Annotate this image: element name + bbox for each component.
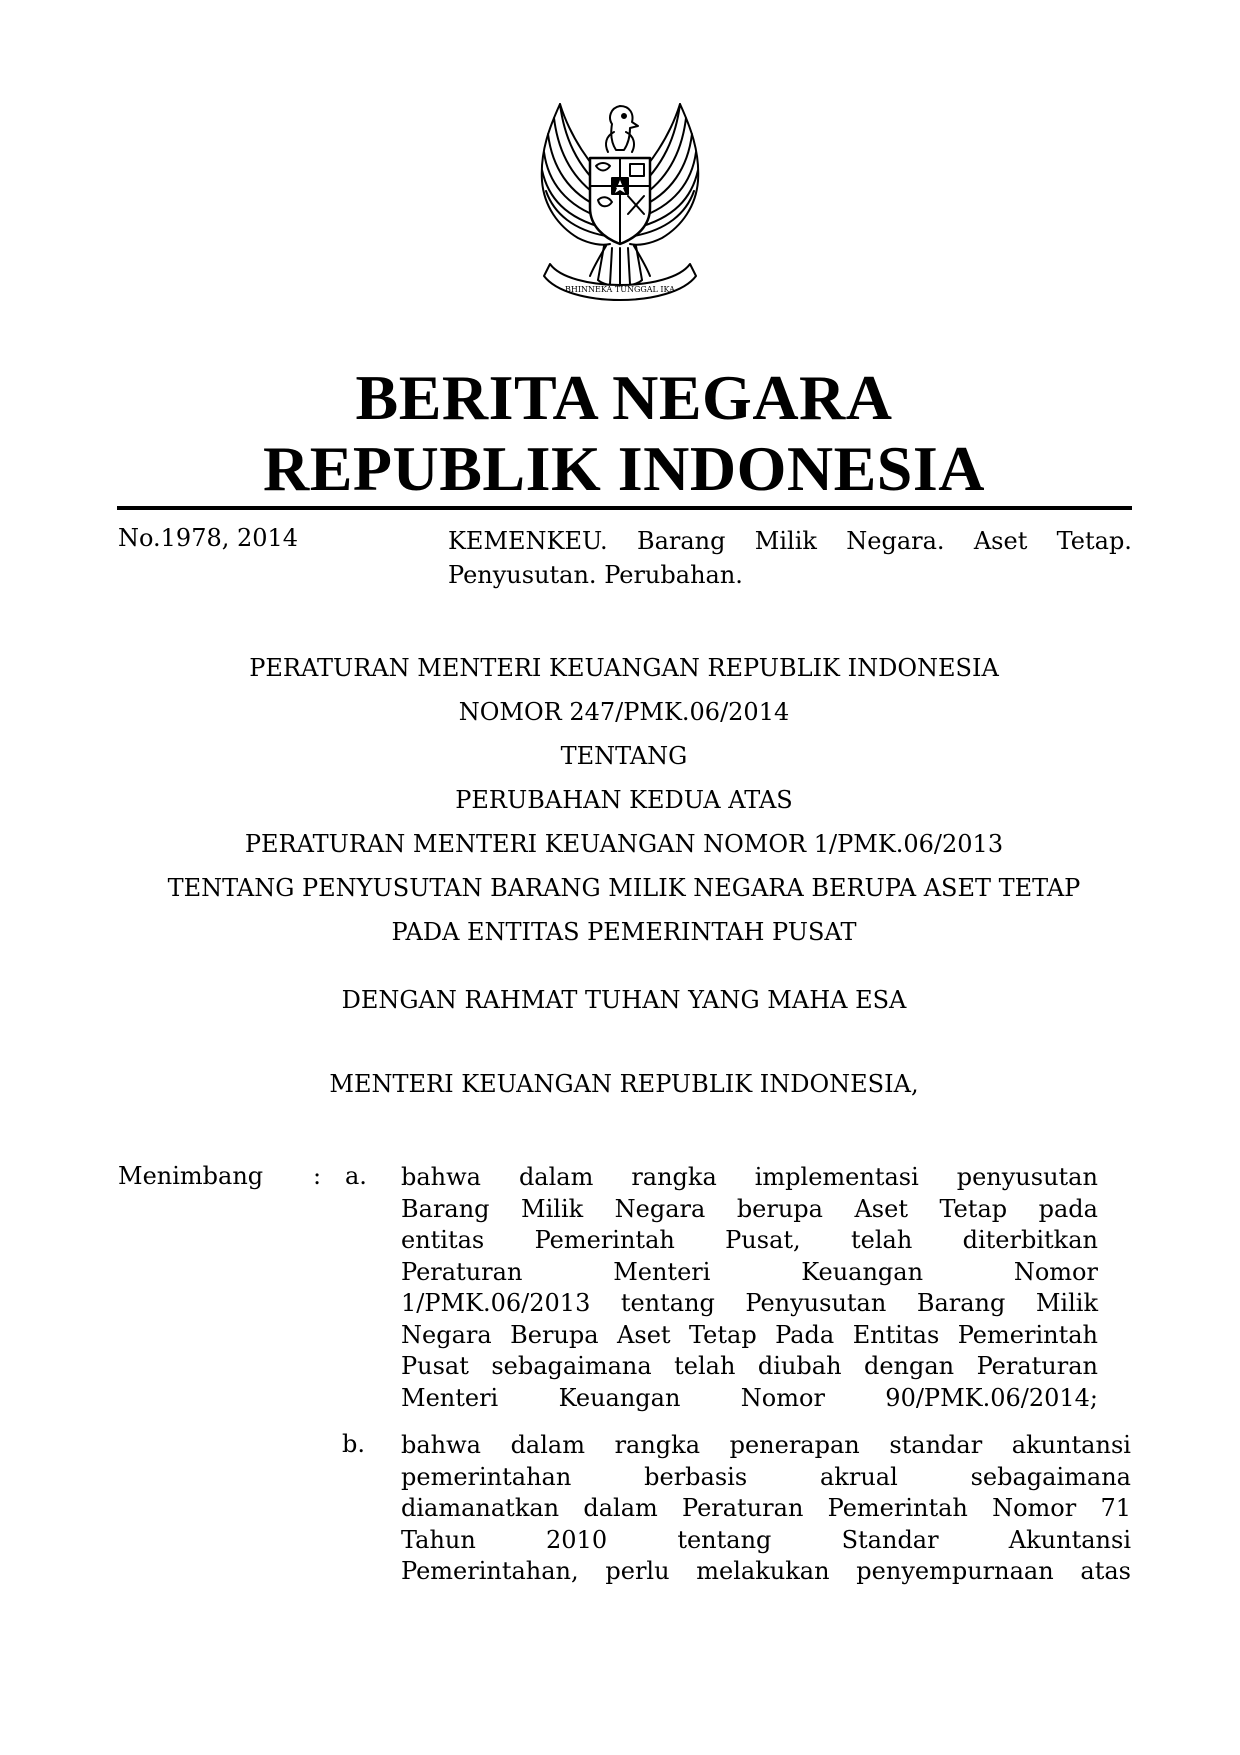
word: akuntansi [1011,1431,1131,1459]
word: telah [851,1226,913,1254]
word: Penyusutan [745,1289,887,1317]
paragraph-line [401,1556,1131,1588]
word: akrual [820,1462,898,1491]
paragraph-line [401,1383,1098,1415]
paragraph-line [401,1320,1098,1352]
masthead-title-line1: BERITA NEGARA [355,362,893,433]
word: Aset [617,1320,671,1349]
masthead-divider [117,506,1132,510]
word: Pemerintah [534,1226,675,1254]
word: bahwa [401,1163,481,1191]
title-line: TENTANG [560,742,688,770]
word: 71 [1100,1494,1131,1522]
paragraph-line [401,1225,1098,1257]
word: Negara. [846,527,945,555]
word: penerapan [729,1431,860,1459]
word: berbasis [644,1462,748,1491]
word: perlu [605,1557,670,1585]
menimbang-label: Menimbang [118,1162,264,1190]
word: Keuangan [558,1383,681,1412]
invocation: DENGAN RAHMAT TUHAN YANG MAHA ESA [341,986,907,1014]
word: Berupa [510,1320,599,1349]
title-line: TENTANG PENYUSUTAN BARANG MILIK NEGARA BERUPA ASET TETAP [167,874,1081,902]
word: Nomor [1013,1257,1098,1286]
word: Tahun [401,1525,476,1554]
word: Aset [973,527,1028,555]
title-line: PADA ENTITAS PEMERINTAH PUSAT [391,918,857,946]
word: Nomor [992,1494,1077,1522]
word: tentang [620,1289,715,1317]
title-line: PERATURAN MENTERI KEUANGAN REPUBLIK INDONESIA [249,654,999,682]
word: Peraturan [976,1352,1098,1380]
word: Peraturan [682,1494,804,1522]
paragraph-line [401,1288,1098,1320]
word: Milik [1035,1289,1098,1317]
word: Pusat, [725,1226,801,1254]
word: penyempurnaan [856,1557,1054,1585]
paragraph-line [401,1194,1098,1226]
word: Barang [636,527,726,555]
consideration-b [401,1430,1131,1588]
word: Tetap [689,1320,757,1349]
word: Barang [401,1194,490,1223]
word: dalam [518,1163,594,1191]
word: Milik [521,1194,584,1223]
word: sebagaimana [970,1462,1131,1491]
word: Pada [775,1320,835,1349]
word: Negara [614,1194,706,1223]
word: pemerintahan [401,1462,572,1491]
word: 2010 [546,1525,608,1554]
word: Menteri [613,1257,711,1286]
title-line: PERUBAHAN KEDUA ATAS [455,786,793,814]
minister-heading: MENTERI KEUANGAN REPUBLIK INDONESIA, [329,1070,919,1098]
paragraph-line [401,1162,1098,1194]
word: standar [889,1431,983,1459]
word: Tetap [939,1194,1008,1223]
svg-text:BHINNEKA TUNGGAL IKA: BHINNEKA TUNGGAL IKA [565,285,675,294]
garuda-emblem-icon [520,96,720,306]
paragraph-line [401,1525,1131,1557]
word: Tetap. [1056,527,1132,555]
word: diterbitkan [962,1226,1098,1254]
consideration-a [401,1162,1098,1414]
word: dalam [510,1431,585,1459]
word: pada [1038,1194,1098,1223]
word: 1/PMK.06/2013 [401,1289,591,1317]
word: 90/PMK.06/2014; [885,1383,1098,1412]
word: rangka [614,1431,701,1459]
word: diamanatkan [401,1494,560,1522]
subject-line: Penyusutan. Perubahan. [448,561,743,589]
word: Pemerintahan, [401,1557,579,1585]
gazette-number: No.1978, 2014 [118,524,299,552]
paragraph-line [401,1493,1131,1525]
word: Nomor [740,1383,825,1412]
word: Keuangan [801,1257,924,1286]
word: berupa [736,1194,823,1223]
word: telah [674,1352,736,1380]
title-line: NOMOR 247/PMK.06/2014 [458,698,790,726]
title-line: PERATURAN MENTERI KEUANGAN NOMOR 1/PMK.06/2013 [244,830,1004,858]
paragraph-line [401,1462,1131,1494]
word: implementasi [754,1163,919,1191]
item-letter-b: b. [342,1430,365,1458]
word: Entitas [852,1320,940,1349]
word: tentang [677,1525,772,1554]
word: Barang [916,1289,1006,1317]
word: bahwa [401,1431,481,1459]
word: Peraturan [401,1257,523,1286]
subject-line [448,524,1132,558]
word: Pusat [401,1352,469,1380]
paragraph-line [401,1257,1098,1289]
masthead-title-line2: REPUBLIK INDONESIA [262,433,986,504]
word: atas [1080,1557,1131,1585]
word: Pemerintah [957,1320,1098,1349]
word: Aset [854,1194,908,1223]
gazette-subject [448,524,1132,592]
word: sebagaimana [491,1352,652,1380]
item-letter-a: a. [345,1162,367,1190]
word: KEMENKEU. [448,527,608,555]
word: rangka [631,1163,717,1191]
word: penyusutan [956,1163,1098,1191]
paragraph-line [401,1351,1098,1383]
word: Pemerintah [827,1494,968,1522]
word: diubah [757,1352,842,1380]
word: melakukan [696,1557,830,1585]
word: Milik [754,527,817,555]
word: dengan [863,1352,955,1380]
menimbang-colon: : [313,1162,322,1190]
regulation-title [118,646,1130,954]
paragraph-line [401,1430,1131,1462]
word: Standar [841,1525,939,1554]
word: Menteri [401,1383,499,1412]
word: entitas [401,1226,485,1254]
word: Negara [401,1320,492,1349]
word: dalam [583,1494,658,1522]
word: Akuntansi [1008,1525,1131,1554]
